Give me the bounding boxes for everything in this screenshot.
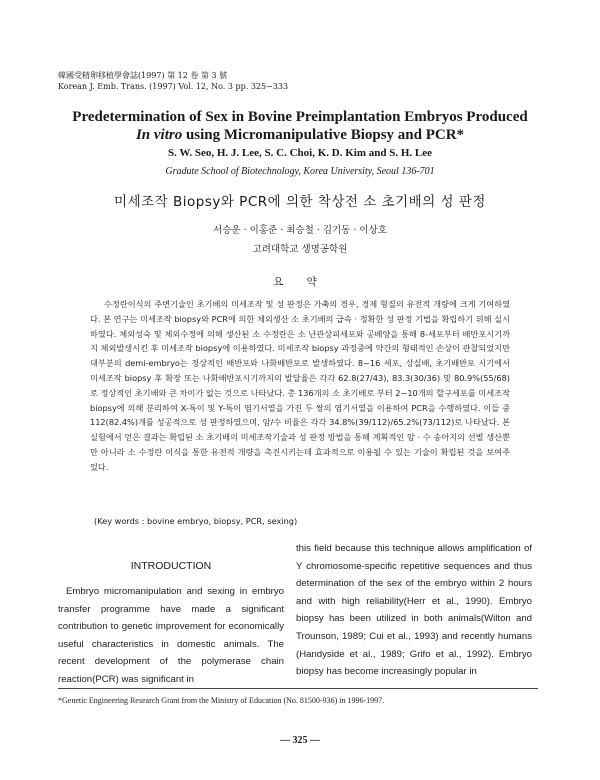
keywords: (Key words : bovine embryo, biopsy, PCR, sexing): [94, 516, 298, 526]
title-en-line2: [40, 126, 560, 144]
journal-header: [58, 70, 288, 92]
authors-en: S. W. Seo, H. J. Lee, S. C. Choi, K. D. Kim and S. H. Lee: [167, 147, 433, 159]
title-en-line1: Predetermination of Sex in Bovine Preimplantation Embryos Produced: [72, 109, 528, 125]
affiliation-ko: 고려대학교 생명공학원: [252, 244, 348, 255]
journal-citation-ko: 韓國受精卵移植學會誌(1997) 第 12 卷 第 3 號: [58, 71, 228, 80]
footnote-divider: [58, 688, 538, 689]
journal-citation-en: Korean J. Emb. Trans. (1997) Vol. 12, No. 3 pp. 325~333: [58, 82, 289, 91]
abstract-heading: 요 약: [273, 276, 327, 288]
abstract-text: 수정란이식의 주변기술인 초기배의 미세조작 및 성 판정은 가축의 경우, 경제 형질의 유전적 개량에 크게 기여하였다. 본 연구는 미세조작 biopsy와 PCR에 의한 체외생산 소 초기배의 급속 · 정확한 성 판정 기법을 확립하기 위해 실시하였다. 체외성숙 및 체외수정에 의해 생산된 소 수정란은 소 난관상피세포와 공배양을 통해 8-세포부터 배반포시기까지 체외발생시킨 후 미세조작 biopsy에 이용하였다. 미세조작 biopsy 과정중에 약간의 형태적인 손상이 관찰되었지만 대부분의 demi-embryo는 정상적인 배반포와 나화배반포로 발생하였다. 8~16 세포, 상실배, 초기배반포 시기에서 미세조작 biopsy 후 확장 또는 나화배반포시기까지의 발달율은 각각 62.8(27/43), 83.3(30/36) 및 80.9%(55/68)로 정상적인 초기배와 큰 차이가 없는 것으로 나타났다. 총 136개의 소 초기배로 부터 2~10개의 할구세포를 미세조작 biopsy에 의해 분리하여 X-특이 및 Y-특이 염기서열을 가진 두 쌍의 염기서열을 이용하여 PCR을 수행하였다. 이들 중 112(82.4%)개를 성공적으로 성 판정하였으며, 암/수 비율은 각각 34.8%(39/112)/65.2%(73/112)로 나타났다. 본 실험에서 얻은 결과는 확립된 소 초기배의 미세조작기술과 성 판정 방법을 통해 계획적인 암 · 수 송아지의 선별 생산뿐만 아니라 소 수정란 이식을 통한 유전적 개량을 촉진시키는데 효과적으로 이용될 수 있는 기술이 확립된 것을 보여주었다.: [90, 299, 510, 472]
intro-left-column: Embryo micromanipulation and sexing in embryo transfer programme have made a significant contribution to genetic improvement for economically useful characteristics in domestic animals. The recent development of the polymerase chain reaction(PCR) was significant in: [58, 586, 284, 685]
footnote: *Genetic Engineering Research Grant from the Ministry of Education (No. 81500-936) in 1996-1997.: [58, 696, 385, 705]
authors-ko: 서승운 · 이홍준 · 최승철 · 김기동 · 이상호: [213, 225, 387, 236]
title-en-rest: using Micromanipulative Biopsy and PCR*: [182, 127, 465, 143]
intro-right-column: this field because this technique allows amplification of Y chromosome-specific repetitive sequences and thus determination of the sex of the embryo within 2 hours and with high reliability(Herr et al., 1990). Embryo biopsy has been utilized in both animals(Wilton and Trounson, 1989; Cui et al., 1993) and recently humans (Handyside et al., 1989; Grifo et al., 1992). Embryo biopsy has become increasingly popular in: [296, 543, 532, 678]
intro-heading: INTRODUCTION: [130, 560, 212, 572]
page-number: — 325 —: [280, 735, 320, 746]
title-ko: 미세조작 Biopsy와 PCR에 의한 착상전 소 초기배의 성 판정: [114, 194, 486, 210]
affiliation-en: Gradute School of Biotechnology, Korea University, Seoul 136-701: [165, 166, 435, 177]
title-en-italic: In vitro: [135, 127, 183, 143]
